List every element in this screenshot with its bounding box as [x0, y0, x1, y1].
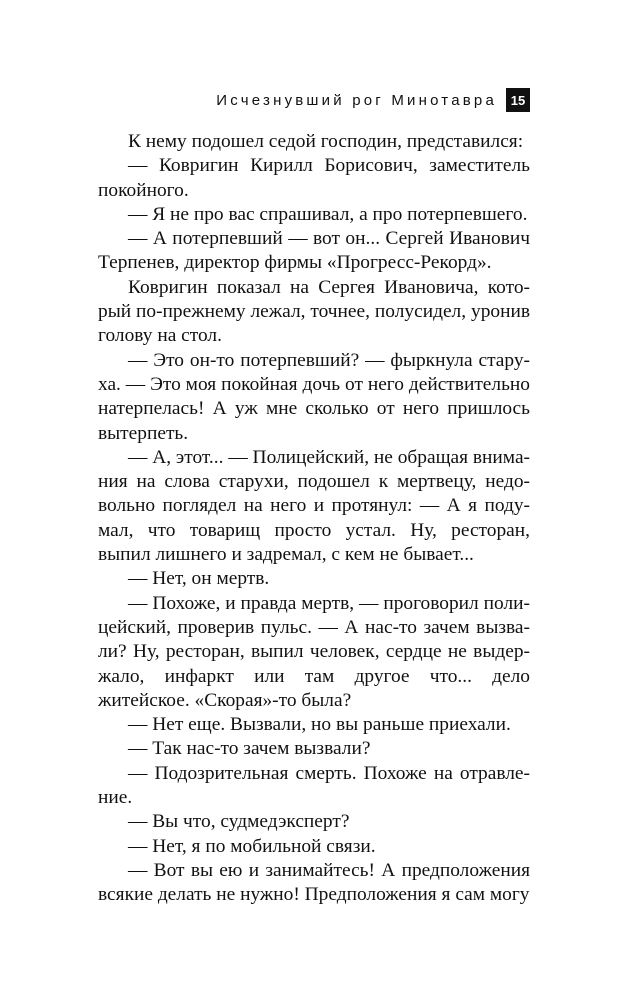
paragraph: — Нет еще. Вызвали, но вы раньше приехали.	[128, 714, 511, 736]
running-title: Исчезнувший рог Минотавра	[216, 91, 497, 109]
paragraph: — Я не про вас спрашивал, а про потерпевшего.	[128, 203, 528, 225]
page-number: 15	[506, 88, 530, 112]
body-text	[98, 130, 530, 908]
paragraph: — Похоже, и правда мертв, — проговорил полицейский, проверив пульс. — А нас-то зачем вызвали? Ну, ресторан, выпил человек, сердце не выдержало, инфаркт или там другое что... дело житейское. «Скорая»-то была?	[98, 592, 530, 711]
paragraph: — А, этот... — Полицейский, не обращая внимания на слова старухи, подошел к мертвецу, недовольно поглядел на него и протянул: — А я подумал, что товарищ просто устал. Ну, ресторан, выпил лишнего и задремал, с кем не бывает...	[98, 446, 531, 566]
paragraph: — Подозрительная смерть. Похоже на отравление.	[98, 762, 530, 809]
paragraph: — Ковригин Кирилл Борисович, заместитель покойного.	[98, 155, 530, 201]
paragraph: — Нет, он мертв.	[128, 568, 270, 590]
paragraph: — Нет, я по мобильной связи.	[128, 835, 376, 857]
paragraph: К нему подошел седой господин, представился:	[128, 131, 524, 152]
paragraph: — Это он-то потерпевший? — фыркнула старуха. — Это моя покойная дочь от него действительно натерпелась! А уж мне сколько от него пришлось вытерпеть.	[98, 349, 530, 444]
paragraph: — Так нас-то зачем вызвали?	[128, 738, 371, 760]
paragraph: — Вы что, судмедэксперт?	[128, 811, 350, 833]
running-header	[96, 86, 530, 114]
paragraph: — А потерпевший — вот он... Сергей Иванович Терпенев, директор фирмы «Прогресс-Рекорд».	[98, 228, 530, 274]
paragraph: — Вот вы ею и занимайтесь! А предположения всякие делать не нужно! Предположения я сам могу	[98, 859, 530, 906]
paragraph: Ковригин показал на Сергея Ивановича, который по-прежнему лежал, точнее, полусидел, уронив голову на стол.	[98, 276, 530, 347]
